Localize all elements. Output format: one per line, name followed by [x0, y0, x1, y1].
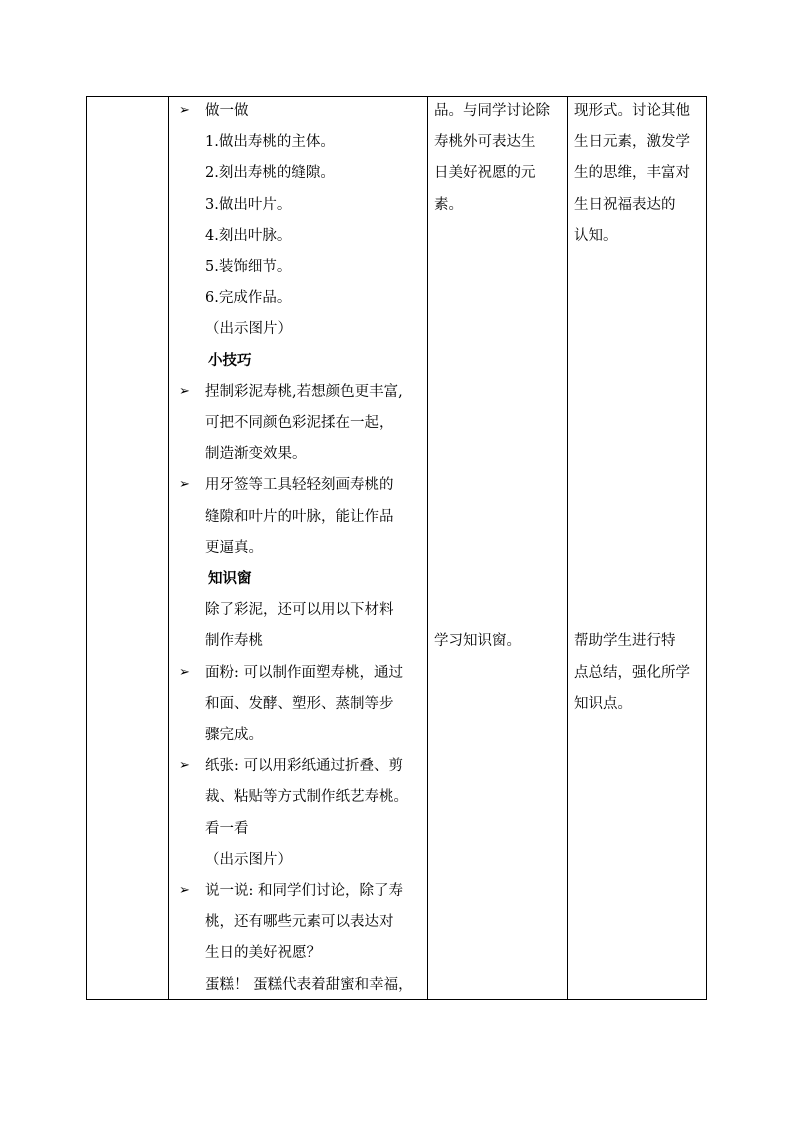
intent-line: 生日元素，激发学: [574, 134, 690, 151]
section-heading: 知识窗: [208, 570, 252, 587]
teaching-process-cell: [169, 97, 427, 999]
bullet-arrow-icon: ➢: [179, 103, 190, 118]
activity-line: 学习知识窗。: [434, 633, 521, 650]
content-line: 用牙签等工具轻轻刻画寿桃的: [205, 477, 394, 494]
bullet-arrow-icon: ➢: [179, 664, 190, 680]
content-line: 骤完成。: [205, 727, 263, 743]
content-line: 可把不同颜色彩泥揉在一起，: [205, 415, 394, 431]
content-line: 做一做: [205, 103, 249, 119]
content-line: 和面、发酵、塑形、蒸制等步: [205, 695, 394, 712]
content-line: 捏制彩泥寿桃,若想颜色更丰富,: [205, 383, 403, 400]
content-line: 2.刻出寿桃的缝隙。: [205, 165, 335, 182]
content-line: 纸张: 可以用彩纸通过折叠、剪: [205, 758, 403, 775]
table-cell-empty: [87, 97, 168, 999]
design-intent-cell: [568, 97, 707, 999]
activity-line: 素。: [434, 196, 463, 213]
intent-line: 点总结，强化所学: [574, 664, 690, 681]
content-line: 缝隙和叶片的叶脉，能让作品: [205, 508, 394, 525]
activity-line: 日美好祝愿的元: [434, 165, 536, 182]
content-line: 5.装饰细节。: [205, 259, 292, 275]
bullet-arrow-icon: ➢: [179, 883, 190, 898]
content-line: 除了彩泥，还可以用以下材料: [205, 602, 394, 619]
intent-line: 知识点。: [574, 695, 632, 712]
intent-line: 生日祝福表达的: [574, 196, 676, 213]
activity-line: 寿桃外可表达生: [434, 134, 536, 151]
content-line: 裁、粘贴等方式制作纸艺寿桃。: [205, 789, 408, 806]
content-line: 4.刻出叶脉。: [205, 227, 292, 244]
content-line: 更逼真。: [205, 539, 263, 556]
bullet-arrow-icon: ➢: [179, 758, 190, 774]
content-line: 说一说: 和同学们讨论，除了寿: [205, 883, 403, 899]
lesson-plan-table: [86, 96, 707, 1000]
content-line: （出示图片）: [205, 851, 292, 868]
student-activity-cell: [428, 97, 567, 999]
content-line: （出示图片）: [205, 321, 292, 338]
content-line: 1.做出寿桃的主体。: [205, 134, 335, 151]
content-line: 制造渐变效果。: [205, 446, 307, 463]
content-line: 蛋糕！ 蛋糕代表着甜蜜和幸福，: [205, 976, 413, 993]
content-line: 制作寿桃: [205, 633, 263, 650]
content-line: 桃，还有哪些元素可以表达对: [205, 914, 394, 931]
content-line: 3.做出叶片。: [205, 196, 292, 213]
content-line: 面粉: 可以制作面塑寿桃，通过: [205, 664, 403, 681]
content-line: 6.完成作品。: [205, 290, 292, 307]
intent-line: 现形式。讨论其他: [574, 103, 690, 119]
intent-line: 帮助学生进行特: [574, 633, 676, 650]
bullet-arrow-icon: ➢: [179, 383, 190, 399]
section-heading: 小技巧: [208, 351, 252, 369]
content-line: 看一看: [205, 820, 249, 837]
intent-line: 生的思维，丰富对: [574, 165, 690, 182]
content-line: 生日的美好祝愿？: [205, 945, 321, 962]
intent-line: 认知。: [574, 227, 618, 244]
bullet-arrow-icon: ➢: [179, 477, 190, 493]
activity-line: 品。与同学讨论除: [434, 103, 550, 119]
